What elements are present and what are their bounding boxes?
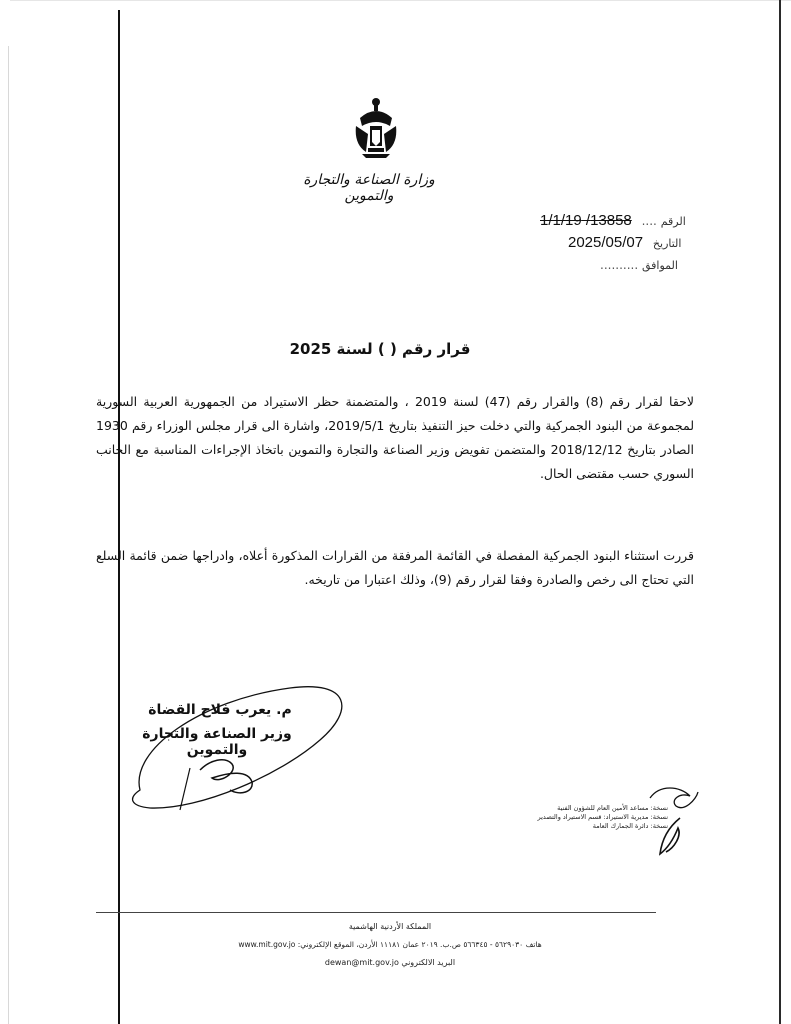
scan-vertical-line [118,10,120,1024]
footer-country: المملكة الأردنية الهاشمية [348,922,432,931]
signer-title: وزير الصناعة والتجارة والتموين [142,726,292,758]
cc-line: نسخة: مساعد الأمين العام للشؤون الفنية [557,804,668,812]
scan-edge-left [8,46,9,1024]
reference-date-row [568,234,681,251]
scan-edge-top [10,0,791,1]
scan-edge-right [779,0,781,1024]
copies-list [520,804,668,831]
footer-divider [96,912,656,913]
reference-date-label: التاريخ [652,237,682,250]
footer-contact: هاتف ٥٦٢٩٠٣٠ - ٥٦٦٣٤٥ ص.ب. ٢٠١٩ عمان ١١١٨١ الأردن، الموقع الإلكتروني: www.mit.gov.jo [238,940,542,949]
ministry-name-logo: وزارة الصناعة والتجارة والتموين [303,172,435,204]
reference-date-value: 2025/05/07 [568,234,644,251]
decision-title: قرار رقم ( ) لسنة 2025 [289,340,471,358]
body-paragraph-1: لاحقا لقرار رقم (8) والقرار رقم (47) لسنة 2019 ، والمتضمنة حظر الاستيراد من الجمهورية العربية السورية لمجموعة من البنود الجمركية والتي دخلت حيز التنفيذ بتاريخ 2019/5/1، واشارة الى قرار مجلس الوزراء رقم 1930 الصادر بتاريخ 2018/12/12 والمتضمن تفويض وزير الصناعة والتجارة والتموين باتخاذ الإجراءات المناسبة مع الجانب السوري حسب مقتضى الحال. [96,394,695,481]
reference-number-row [540,212,686,229]
reference-number-value: 13858/ 1/1/19 [540,212,632,229]
dotted-leader: .......... [600,258,639,272]
reference-number-label: الرقم [660,215,686,228]
footer-email: البريد الالكتروني dewan@mit.gov.jo [324,958,456,967]
reference-corresponding-row [600,258,678,272]
signer-name: م. يعرب فلاح القضاة [148,702,292,718]
dotted-leader: .... [641,214,657,228]
body-paragraph-2: قررت استثناء البنود الجمركية المفصلة في القائمة المرفقة من القرارات المذكورة أعلاه، وادراجها ضمن قائمة السلع التي تحتاج الى رخص والصادرة وفقا لقرار رقم (9)، وذلك اعتبارا من تاريخه. [96,548,694,587]
reference-corresponding-label: الموافق [641,259,678,272]
jordan-crown-crest-icon [346,96,406,160]
cc-line: نسخة: مديرية الاستيراد: قسم الاستيراد والتصدير [537,813,668,821]
cc-line: نسخة: دائرة الجمارك العامة [592,822,668,830]
